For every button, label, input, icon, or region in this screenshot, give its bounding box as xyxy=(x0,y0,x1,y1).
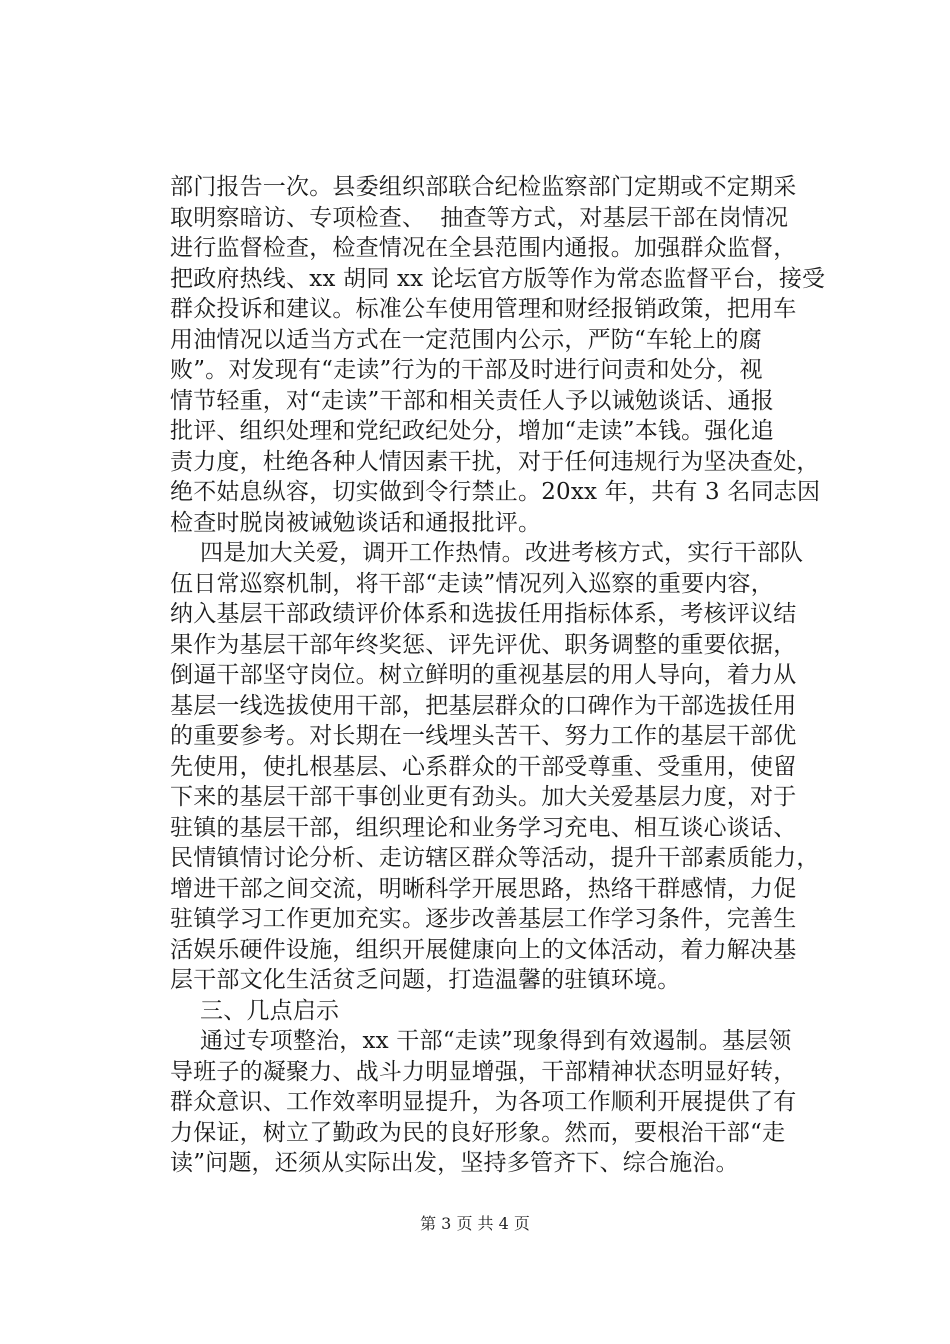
text-line: 导班子的凝聚力、战斗力明显增强，干部精神状态明显好转， xyxy=(170,1058,797,1085)
paragraph-start-line: 四是加大关爱，调开工作热情。改进考核方式，实行干部队 xyxy=(170,540,804,566)
text-line: 伍日常巡察机制，将干部“走读”情况列入巡察的重要内容， xyxy=(170,570,774,597)
text-line: 民情镇情讨论分析、走访辖区群众等活动，提升干部素质能力， xyxy=(170,845,820,871)
text-line: 层干部文化生活贫乏问题，打造温馨的驻镇环境。 xyxy=(170,967,681,993)
text-line: 下来的基层干部干事创业更有劲头。加大关爱基层力度，对于 xyxy=(170,784,797,810)
text-line: 增进干部之间交流，明晰科学开展思路，热络干群感情，力促 xyxy=(170,875,797,902)
text-line: 的重要参考。对长期在一线埋头苦干、努力工作的基层干部优 xyxy=(170,723,797,749)
paragraph-start-line: 通过专项整治，xx 干部“走读”现象得到有效遏制。基层领 xyxy=(170,1028,792,1054)
text-line: 纳入基层干部政绩评价体系和选拔任用指标体系，考核评议结 xyxy=(170,601,797,627)
text-line: 败”。对发现有“走读”行为的干部及时进行问责和处分，视 xyxy=(170,357,763,383)
text-line: 进行监督检查，检查情况在全县范围内通报。加强群众监督， xyxy=(170,235,797,261)
text-line: 取明察暗访、专项检查、 抽查等方式，对基层干部在岗情况 xyxy=(170,204,789,231)
text-line: 部门报告一次。县委组织部联合纪检监察部门定期或不定期采 xyxy=(170,174,797,200)
text-line: 果作为基层干部年终奖惩、评先评优、职务调整的重要依据， xyxy=(170,631,797,658)
text-line: 先使用，使扎根基层、心系群众的干部受尊重、受重用，使留 xyxy=(170,753,797,780)
text-line: 群众投诉和建议。标准公车使用管理和财经报销政策，把用车 xyxy=(170,296,797,322)
text-line: 活娱乐硬件设施，组织开展健康向上的文体活动，着力解决基 xyxy=(170,936,797,963)
text-line: 驻镇的基层干部，组织理论和业务学习充电、相互谈心谈话、 xyxy=(170,814,797,841)
page-number: 第 3 页 共 4 页 xyxy=(420,1214,530,1233)
text-line: 绝不姑息纵容，切实做到令行禁止。20xx 年，共有 3 名同志因 xyxy=(170,479,821,505)
text-line: 用油情况以适当方式在一定范围内公示，严防“车轮上的腐 xyxy=(170,326,762,353)
text-line: 驻镇学习工作更加充实。逐步改善基层工作学习条件，完善生 xyxy=(170,906,797,932)
text-line: 倒逼干部坚守岗位。树立鲜明的重视基层的用人导向，着力从 xyxy=(170,662,797,688)
text-line: 批评、组织处理和党纪政纪处分，增加“走读”本钱。强化追 xyxy=(170,418,774,444)
document-body xyxy=(170,172,860,1179)
text-line: 情节轻重，对“走读”干部和相关责任人予以诫勉谈话、通报 xyxy=(170,387,774,414)
text-line: 读”问题，还须从实际出发，坚持多管齐下、综合施治。 xyxy=(170,1150,739,1176)
section-heading: 三、几点启示 xyxy=(170,997,340,1024)
text-line: 基层一线选拔使用干部，把基层群众的口碑作为干部选拔任用 xyxy=(170,692,797,719)
text-line: 检查时脱岗被诫勉谈话和通报批评。 xyxy=(170,509,542,536)
text-line: 力保证，树立了勤政为民的良好形象。然而，要根治干部“走 xyxy=(170,1119,786,1146)
text-line: 群众意识、工作效率明显提升，为各项工作顺利开展提供了有 xyxy=(170,1089,797,1115)
text-line: 责力度，杜绝各种人情因素干扰，对于任何违规行为坚决查处， xyxy=(170,448,820,475)
text-line: 把政府热线、xx 胡同 xx 论坛官方版等作为常态监督平台，接受 xyxy=(170,265,826,292)
page-footer xyxy=(0,1213,950,1235)
